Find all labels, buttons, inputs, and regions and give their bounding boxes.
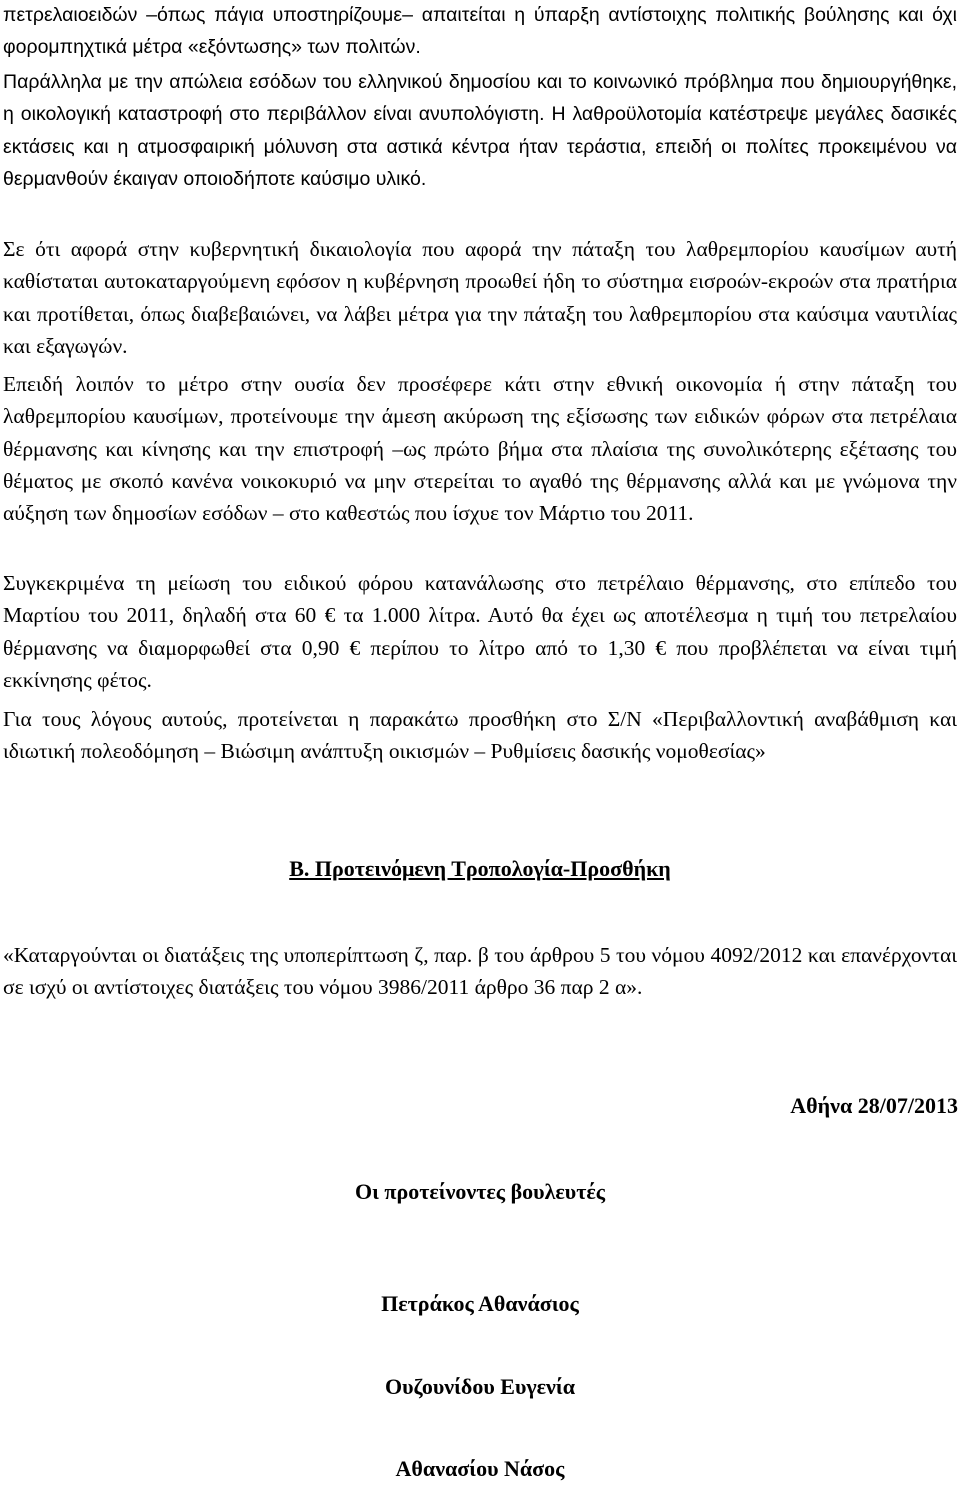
place-date: Αθήνα 28/07/2013 xyxy=(790,1093,958,1118)
paragraph-policy-will: πετρελαιοειδών –όπως πάγια υποστηρίζουμε– απαιτείται η ύπαρξη αντίστοιχης πολιτικής βούλησης και όχι φορομπηχτικά μέτρα «εξόντωσης» των πολιτών. xyxy=(3,4,957,59)
signatories-heading: Οι προτείνοντες βουλευτές xyxy=(354,1179,606,1204)
paragraph-tax-reduction: Συγκεκριμένα τη μείωση του ειδικού φόρου κατανάλωσης στο πετρέλαιο θέρμανσης, στο επίπεδο του Μαρτίου του 2011, δηλαδή στα 60 € τα 1.000 λίτρα. Αυτό θα έχει ως αποτέλεσμα η τιμή του πετρελαίου θέρμανσης να διαμορφωθεί στα 0,90 € περίπου το λίτρο από το 1,30 € που προβλέπεται να είναι τιμή εκκίνησης φέτος. xyxy=(3,571,957,692)
signatory-name: Πετράκος Αθανάσιος xyxy=(381,1291,579,1316)
paragraph-proposal-cancellation: Επειδή λοιπόν το μέτρο στην ουσία δεν προσέφερε κάτι στην εθνική οικονομία ή στην πάταξη του λαθρεμπορίου καυσίμων, προτείνουμε την άμεση ακύρωση της εξίσωσης των ειδικών φόρων στα πετρέλαια θέρμανσης και κίνησης και την επιστροφή –ως πρώτο βήμα στα πλαίσια της συνολικότερης εξέτασης του θέματος με σκοπό κανένα νοικοκυριό να μην στερείται το αγαθό της θέρμανσης αλλά και με γνώμονα την αύξηση των δημοσίων εσόδων – στο καθεστώς που ίσχυε τον Μάρτιο του 2011. xyxy=(3,372,957,526)
amendment-text: «Καταργούνται οι διατάξεις της υποπερίπτωση ζ, παρ. β του άρθρου 5 του νόμου 4092/2012 και επανέρχονται σε ισχύ οι αντίστοιχες διατάξεις του νόμου 3986/2011 άρθρο 36 παρ 2 α». xyxy=(3,943,957,1000)
paragraph-bill-addition: Για τους λόγους αυτούς, προτείνεται η παρακάτω προσθήκη στο Σ/Ν «Περιβαλλοντική αναβάθμιση και ιδιωτική πολεοδόμηση – Βιώσιμη ανάπτυξη οικισμών – Ρυθμίσεις δασικής νομοθεσίας» xyxy=(3,707,957,764)
section-heading: Β. Προτεινόμενη Τροπολογία-Προσθήκη xyxy=(289,856,671,881)
paragraph-smuggling-argument: Σε ότι αφορά στην κυβερνητική δικαιολογία που αφορά την πάταξη του λαθρεμπορίου καυσίμων αυτή καθίσταται αυτοκαταργούμενη εφόσον η κυβέρνηση προωθεί ήδη το σύστημα εισροών-εκροών στα πρατήρια και προτίθεται, όπως διαβεβαιώνει, να λάβει μέτρα για την πάταξη του λαθρεμπορίου στα καύσιμα ναυτιλίας και εξαγωγών. xyxy=(3,237,957,358)
signatory-name: Αθανασίου Νάσος xyxy=(395,1456,565,1481)
signatory-name: Ουζουνίδου Ευγενία xyxy=(385,1374,575,1399)
paragraph-ecological-damage: Παράλληλα με την απώλεια εσόδων του ελληνικού δημοσίου και το κοινωνικό πρόβλημα που δημιουργήθηκε, η οικολογική καταστροφή στο περιβάλλον είναι ανυπολόγιστη. Η λαθροϋλοτομία κατέστρεψε μεγάλες δασικές εκτάσεις και η ατμοσφαιρική μόλυνση στα αστικά κέντρα ήταν τεράστια, επειδή οι πολίτες προκειμένου να θερμανθούν έκαιγαν οποιοδήποτε καύσιμο υλικό. xyxy=(3,71,957,190)
